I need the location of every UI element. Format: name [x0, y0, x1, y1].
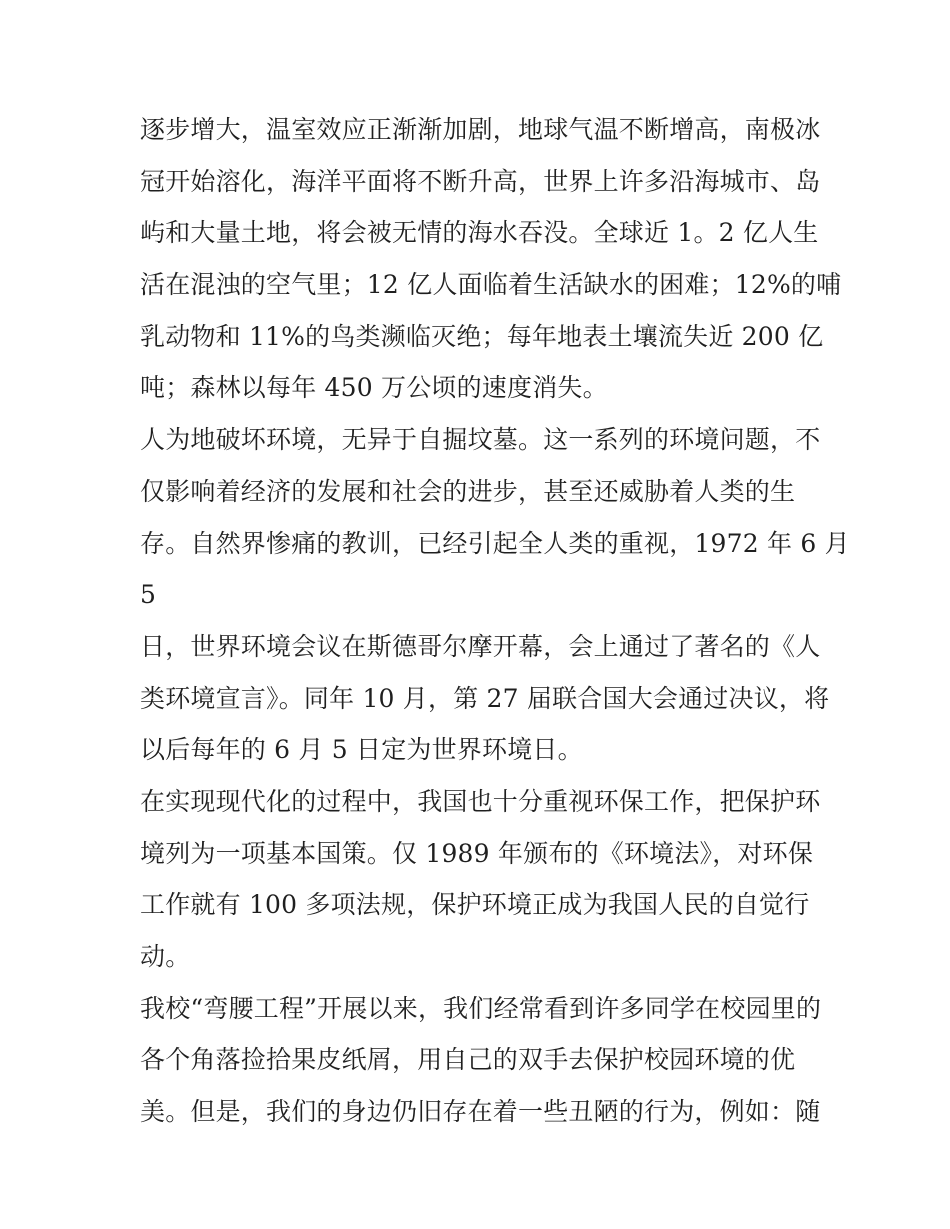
text-line: 逐步增大，温室效应正渐渐加剧，地球气温不断增高，南极冰 [140, 115, 821, 144]
text-line: 仅影响着经济的发展和社会的进步，甚至还威胁着人类的生 [140, 476, 796, 506]
text-line: 境列为一项基本国策。仅 1989 年颁布的《环境法》，对环保 [140, 838, 814, 868]
text-line: 日，世界环境会议在斯德哥尔摩开幕，会上通过了著名的《人 [140, 631, 821, 661]
text-line: 存。自然界惨痛的教训，已经引起全人类的重视，1972 年 6 月 [140, 528, 850, 558]
text-line: 屿和大量土地，将会被无情的海水吞没。全球近 1。2 亿人生 [140, 218, 819, 248]
text-line: 人为地破坏环境，无异于自掘坟墓。这一系列的环境问题，不 [140, 425, 821, 455]
text-line: 吨；森林以每年 450 万公顷的速度消失。 [140, 373, 608, 403]
text-line: 美。但是，我们的身边仍旧存在着一些丑陋的行为，例如：随 [140, 1097, 821, 1127]
text-line: 动。 [140, 942, 191, 971]
body-text [140, 104, 850, 1138]
text-line: 在实现现代化的过程中，我国也十分重视环保工作，把保护环 [140, 786, 821, 816]
text-line: 以后每年的 6 月 5 日定为世界环境日。 [140, 735, 583, 765]
text-line: 我校“弯腰工程”开展以来，我们经常看到许多同学在校园里的 [140, 993, 822, 1023]
text-line: 5 [140, 580, 157, 610]
text-line: 冠开始溶化，海洋平面将不断升高，世界上许多沿海城市、岛 [140, 166, 821, 196]
text-line: 乳动物和 11%的鸟类濒临灭绝；每年地表土壤流失近 200 亿 [140, 321, 824, 351]
text-line: 类环境宣言》。同年 10 月，第 27 届联合国大会通过决议，将 [140, 683, 830, 713]
text-line: 工作就有 100 多项法规，保护环境正成为我国人民的自觉行 [140, 890, 810, 920]
text-line: 各个角落捡拾果皮纸屑，用自己的双手去保护校园环境的优 [140, 1045, 796, 1075]
text-line: 活在混浊的空气里；12 亿人面临着生活缺水的困难；12%的哺 [140, 270, 842, 300]
